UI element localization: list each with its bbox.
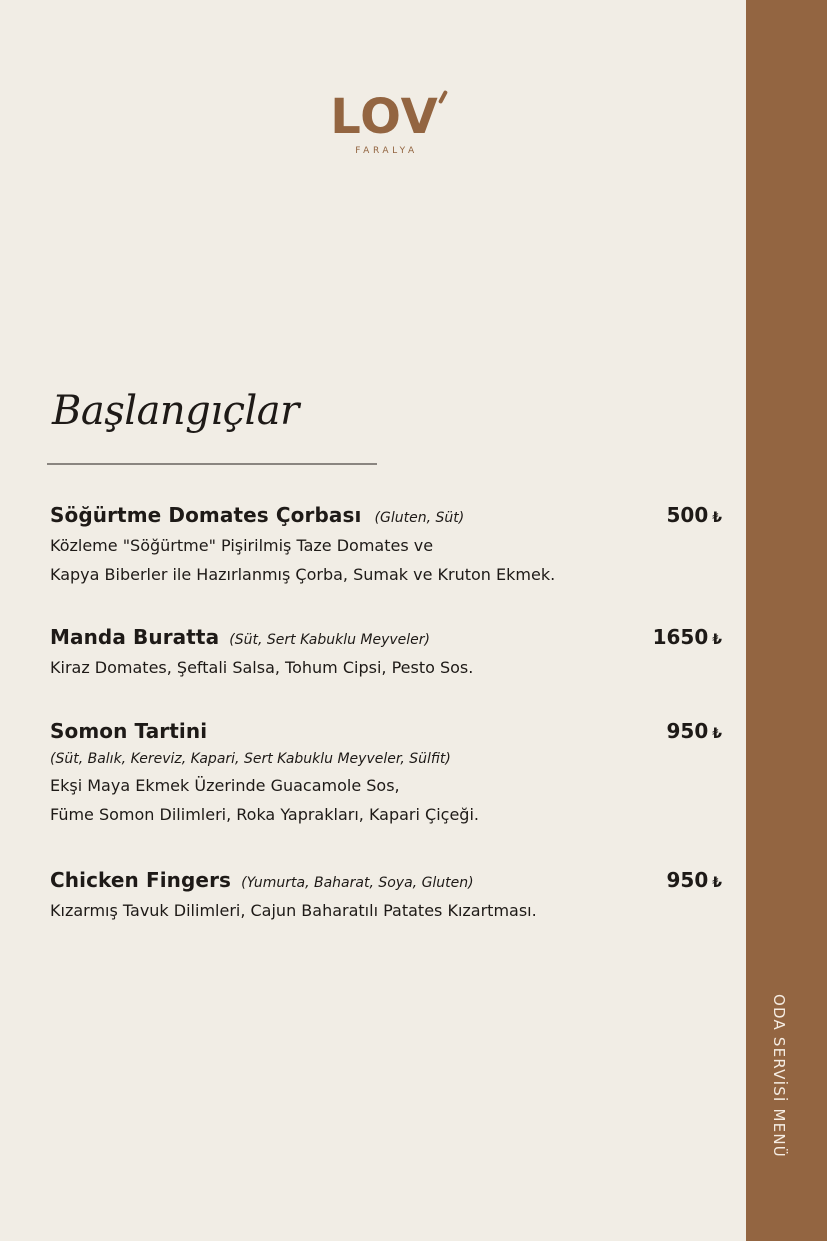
sidebar-label: ODA SERVİSİ MENÜ: [770, 994, 788, 1158]
lira-icon: ₺: [712, 632, 722, 648]
menu-item-price: [667, 868, 723, 892]
logo-text: LOV: [330, 89, 439, 145]
menu-item-name: Somon Tartini: [50, 719, 208, 743]
menu-item-price: [667, 503, 723, 527]
menu-item-description: [50, 896, 726, 925]
menu-item-header: [50, 625, 726, 651]
menu-item: [50, 868, 726, 925]
description-line: Közleme "Söğürtme" Pişirilmiş Taze Domates ve: [50, 536, 434, 555]
description-line: Füme Somon Dilimleri, Roka Yaprakları, Kapari Çiçeği.: [50, 805, 479, 824]
menu-item-allergens: (Gluten, Süt): [374, 510, 465, 526]
brand-logo: [312, 89, 457, 156]
menu-item-description: [50, 653, 726, 682]
description-line: Ekşi Maya Ekmek Üzerinde Guacamole Sos,: [50, 776, 400, 795]
lira-icon: ₺: [712, 875, 722, 891]
description-line: Kapya Biberler ile Hazırlanmış Çorba, Sumak ve Kruton Ekmek.: [50, 565, 556, 584]
menu-item-description: [50, 531, 726, 589]
menu-item-name: Manda Buratta: [50, 625, 220, 649]
menu-item-description: [50, 771, 726, 829]
menu-item: [50, 503, 726, 589]
menu-item-allergens: (Süt, Sert Kabuklu Meyveler): [229, 632, 431, 648]
price-value: 1650: [652, 625, 709, 649]
menu-item-price: [667, 719, 723, 743]
menu-item-header: [50, 503, 726, 529]
menu-item-allergens: (Süt, Balık, Kereviz, Kapari, Sert Kabuklu Meyveler, Sülfit): [50, 751, 451, 767]
logo-accent-icon: [438, 90, 448, 104]
menu-item-header: [50, 719, 726, 745]
logo-subtitle: FARALYA: [355, 146, 418, 156]
menu-item-allergens: (Yumurta, Baharat, Soya, Gluten): [241, 875, 474, 891]
menu-item-price: [653, 625, 722, 649]
lira-icon: ₺: [712, 726, 722, 742]
menu-item: [50, 625, 726, 682]
price-value: 500: [666, 503, 709, 527]
section-title: Başlangıçlar: [52, 388, 299, 434]
menu-item-name: Söğürtme Domates Çorbası: [50, 503, 362, 527]
menu-item-header: [50, 868, 726, 894]
description-line: Kiraz Domates, Şeftali Salsa, Tohum Cipsi, Pesto Sos.: [50, 658, 474, 677]
menu-item-name: Chicken Fingers: [50, 868, 232, 892]
logo-wordmark: [330, 89, 439, 145]
menu-item: [50, 719, 726, 829]
price-value: 950: [666, 868, 709, 892]
lira-icon: ₺: [712, 510, 722, 526]
price-value: 950: [666, 719, 709, 743]
description-line: Kızarmış Tavuk Dilimleri, Cajun Baharatılı Patates Kızartması.: [50, 901, 537, 920]
section-divider: [47, 463, 377, 465]
